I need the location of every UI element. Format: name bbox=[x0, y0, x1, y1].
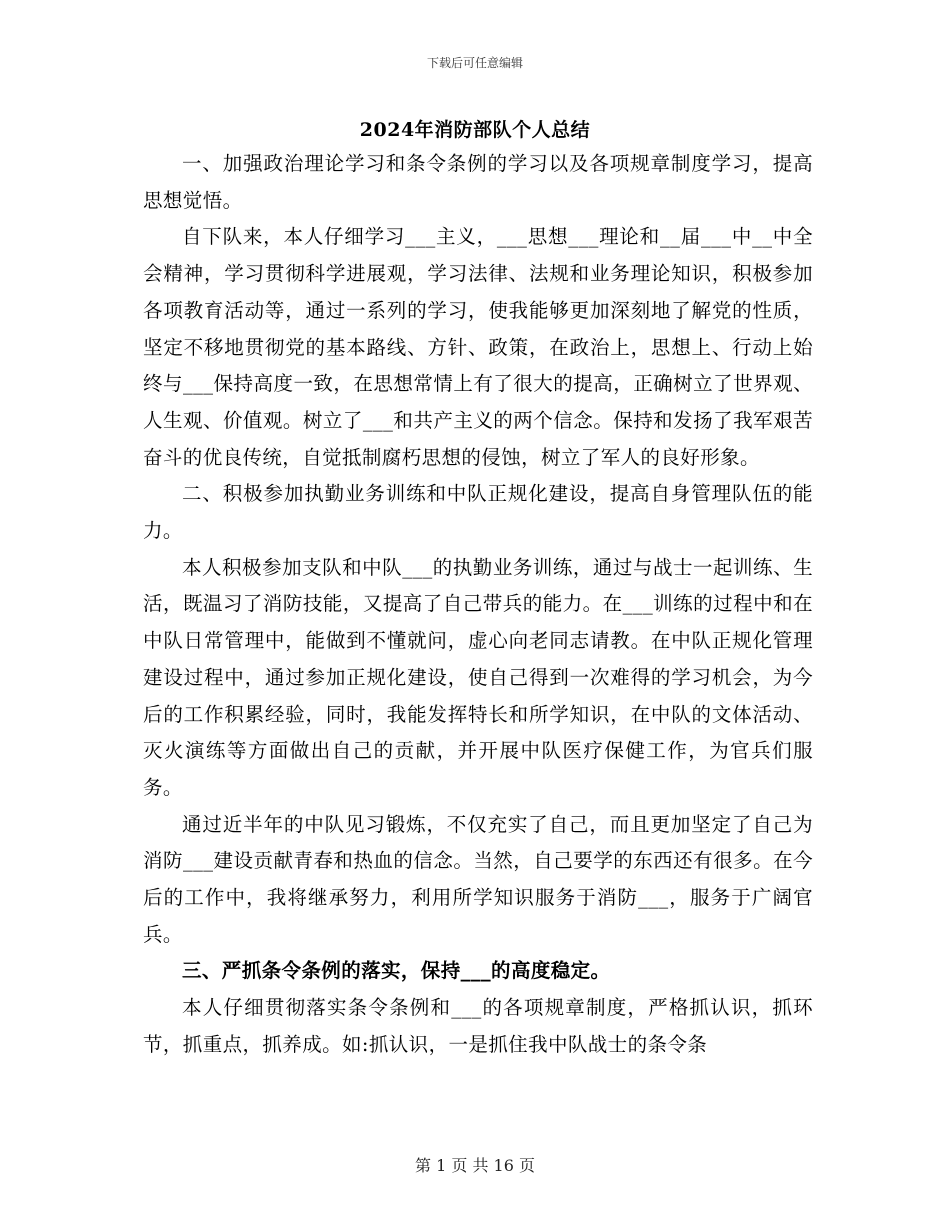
paragraph-section-2-body: 本人积极参加支队和中队___的执勤业务训练，通过与战士一起训练、生活，既温习了消防技能，又提高了自己带兵的能力。在___训练的过程中和在中队日常管理中，能做到不懂就问，虚心向老同志请教。在中队正规化管理建设过程中，通过参加正规化建设，使自己得到一次难得的学习机会，为今后的工作积累经验，同时，我能发挥特长和所学知识，在中队的文体活动、灭火演练等方面做出自己的贡献，并开展中队医疗保健工作，为官兵们服务。 bbox=[143, 555, 813, 799]
paragraph-section-1-body: 自下队来，本人仔细学习___主义，___思想___理论和__届___中__中全会精神，学习贯彻科学进展观，学习法律、法规和业务理论知识，积极参加各项教育活动等，通过一系列的学习，使我能够更加深刻地了解党的性质，坚定不移地贯彻党的基本路线、方针、政策，在政治上，思想上、行动上始终与___保持高度一致，在思想常情上有了很大的提高，正确树立了世界观、人生观、价值观。树立了___和共产主义的两个信念。保持和发扬了我军艰苦奋斗的优良传统，自觉抵制腐朽思想的侵蚀，树立了军人的良好形象。 bbox=[143, 225, 813, 469]
document-body bbox=[143, 146, 813, 1064]
paragraph-section-3-body: 本人仔细贯彻落实条令条例和___的各项规章制度，严格抓认识，抓环节，抓重点，抓养成。如:抓认识，一是抓住我中队战士的条令条 bbox=[143, 996, 813, 1056]
paragraph-section-2-heading: 二、积极参加执勤业务训练和中队正规化建设，提高自身管理队伍的能力。 bbox=[143, 482, 813, 543]
page-header-note: 下载后可任意编辑 bbox=[426, 56, 523, 70]
page-footer-number: 第 1 页 共 16 页 bbox=[415, 1156, 535, 1175]
paragraph-section-2-conclusion: 通过近半年的中队见习锻炼，不仅充实了自己，而且更加坚定了自己为消防___建设贡献青春和热血的信念。当然，自己要学的东西还有很多。在今后的工作中，我将继承努力，利用所学知识服务于消防___，服务于广阔官兵。 bbox=[143, 812, 813, 946]
paragraph-section-1-heading: 一、加强政治理论学习和条令条例的学习以及各项规章制度学习，提高思想觉悟。 bbox=[143, 152, 813, 212]
paragraph-section-3-heading: 三、严抓条令条例的落实，保持___的高度稳定。 bbox=[182, 959, 611, 983]
document-title: 2024年消防部队个人总结 bbox=[359, 119, 591, 141]
